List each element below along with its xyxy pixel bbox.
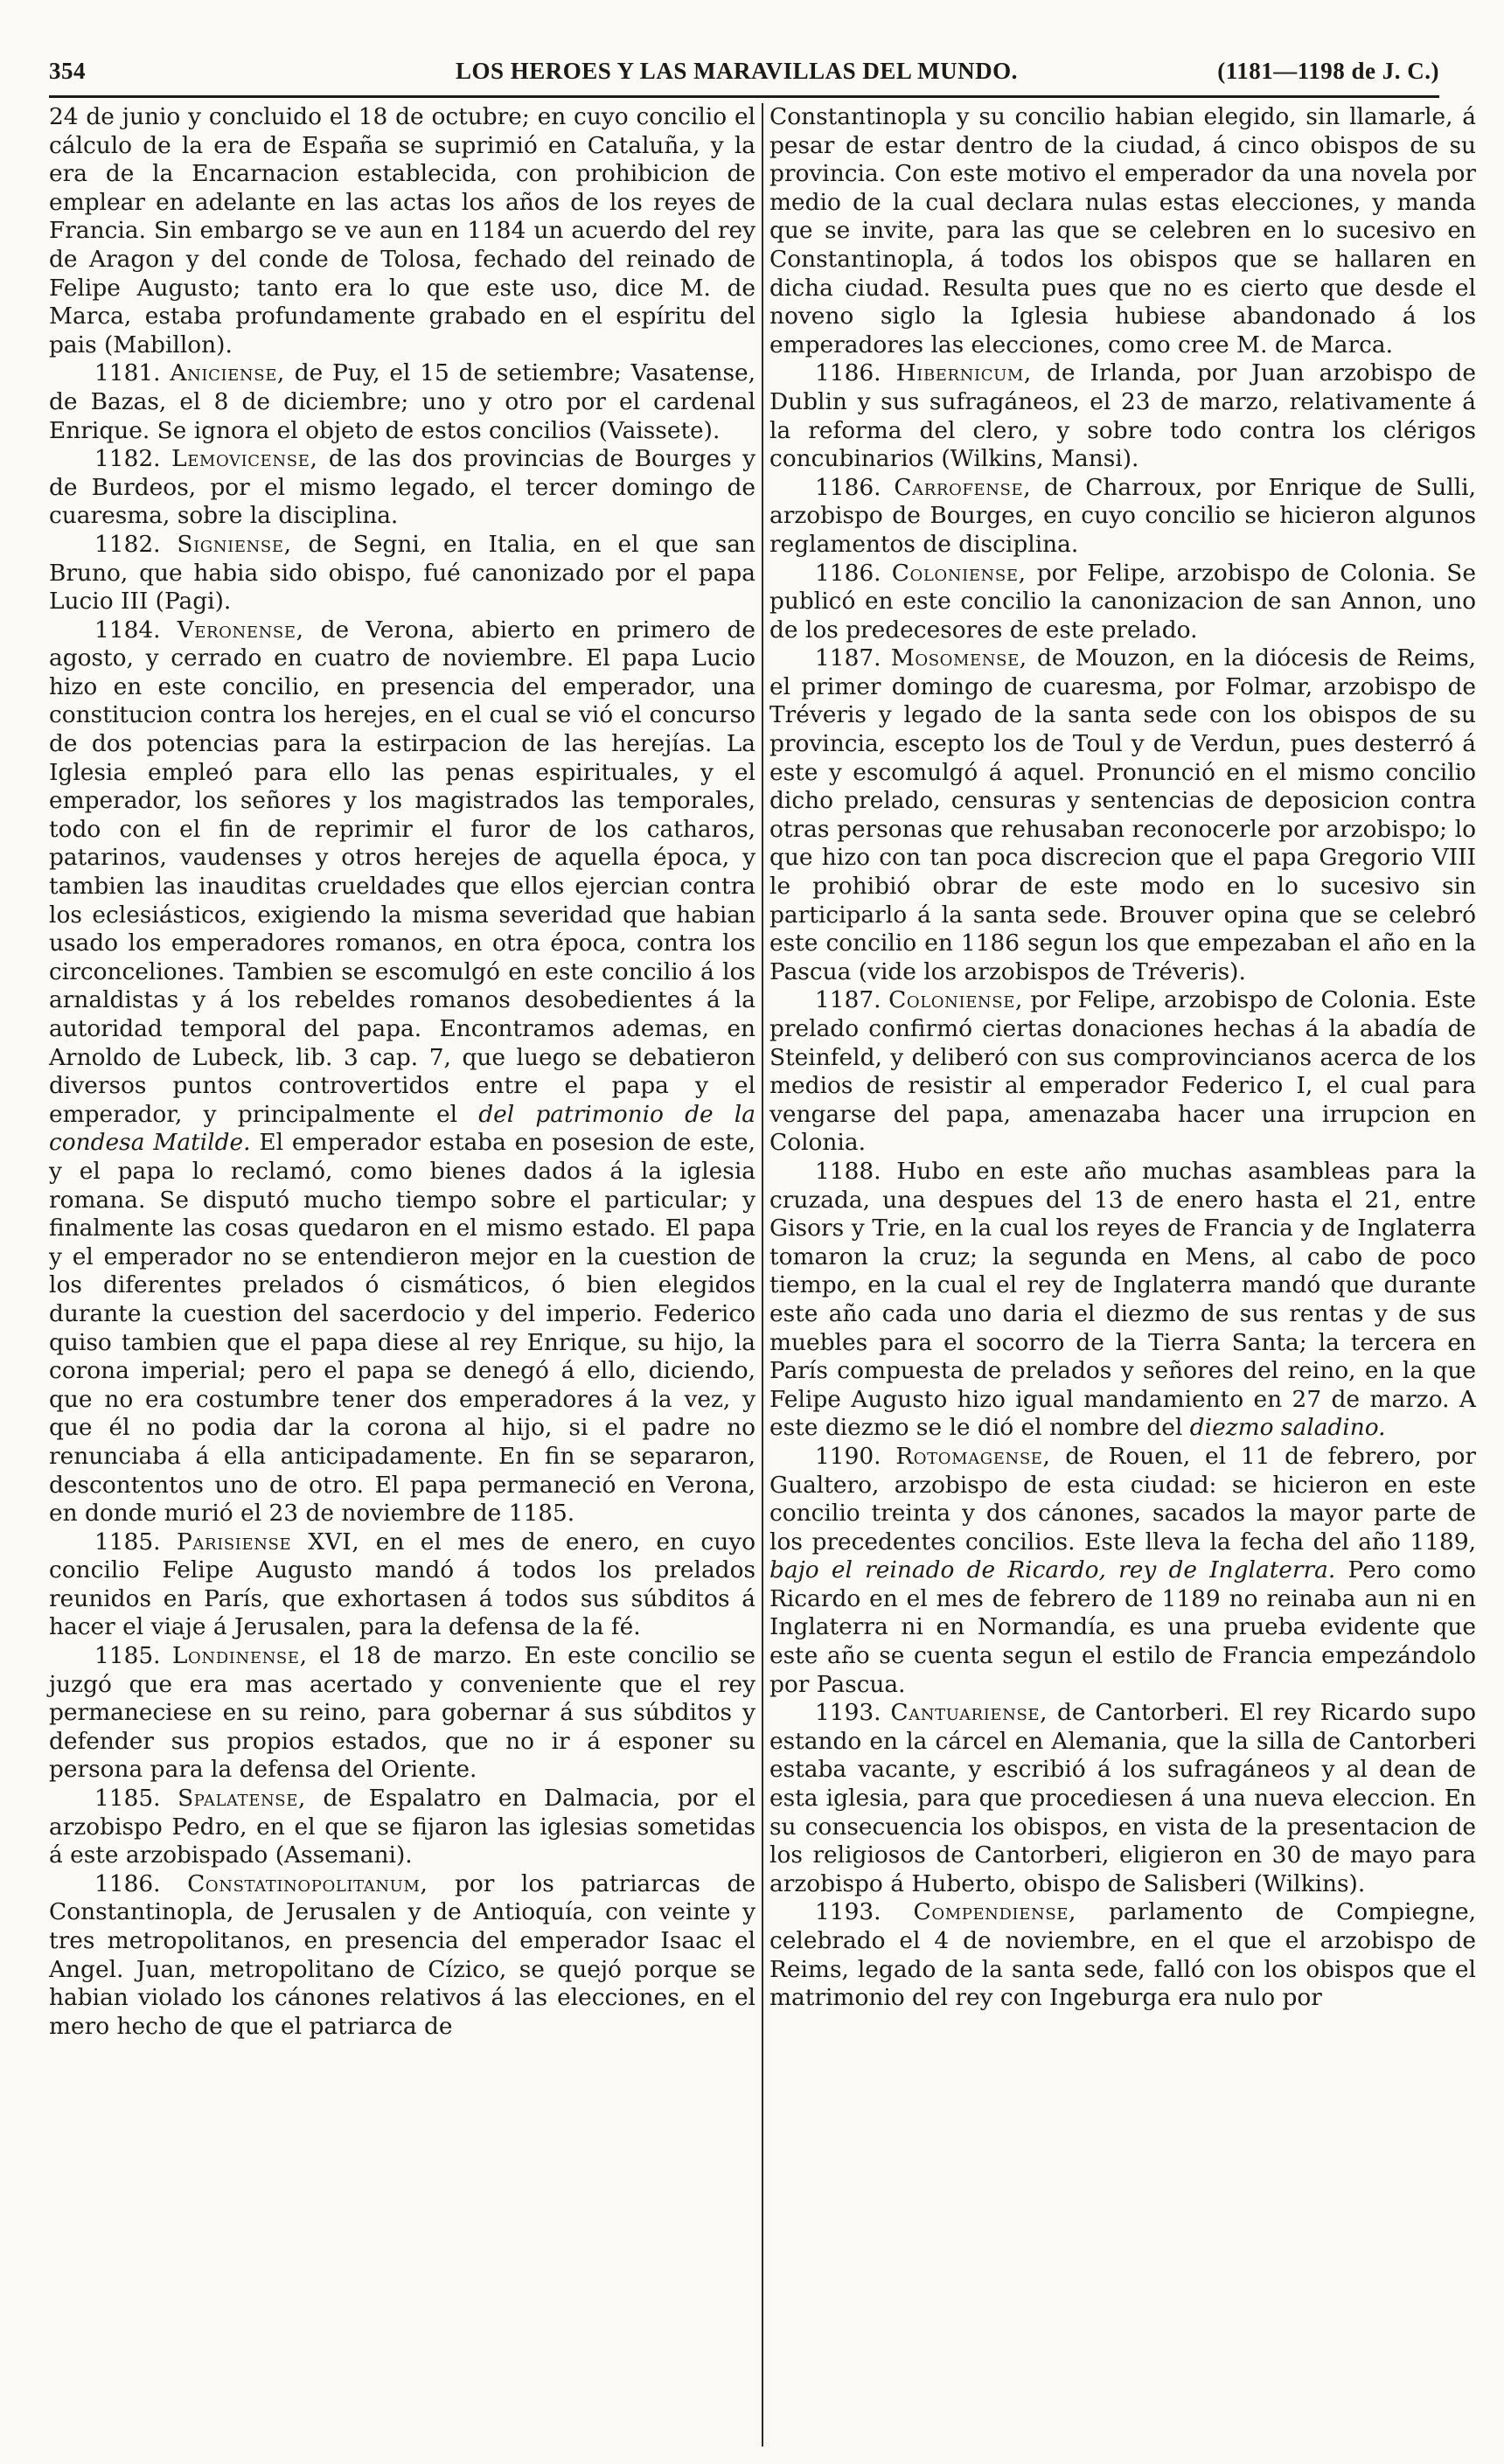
page-header [49, 54, 1439, 94]
council-entry [49, 1642, 755, 1785]
entry-year: 1186. [815, 473, 881, 501]
council-entry [49, 1785, 755, 1870]
entry-year: 1182. [94, 530, 161, 558]
entry-text: por los patriarcas de Constantinopla, de Jerusalen y de Antioquía, con veinte y tres metropolitanos, en presencia del emperador Isaac el Angel. Juan, metropolitano de Cízico, se quejó porque se habian violado los cánones relativos á las elecciones, en el mero hecho de que el patriarca de [49, 1869, 755, 2040]
entry-text: de Irlanda, por Juan arzobispo de Dublin y sus sufragáneos, el 23 de marzo, relativamente á la reforma del clero, y sobre todo contra los clérigos concubinarios (Wilkins, Mansi). [769, 359, 1476, 473]
entry-year: 1182. [94, 445, 161, 473]
entry-text: por Felipe, arzobispo de Colonia. Se publicó en este concilio la canonizacion de san Annon, uno de los predecesores de este prelado. [769, 559, 1477, 644]
date-range: (1181—1198 de J. C.) [1217, 58, 1439, 84]
entry-year: 1186. [815, 559, 881, 587]
right-column [769, 103, 1476, 2013]
italic-phrase: del patrimonio de la condesa Matilde. [49, 1100, 755, 1157]
council-entry [769, 644, 1476, 986]
entry-text: de Cantorberi. El rey Ricardo supo estando en la cárcel en Alemania, que la silla de Cantorberi estaba vacante, y escribió á los sufragáneos y al dean de esta iglesia, para que procediesen á una nueva eleccion. En su consecuencia los obispos, en vista de la presentacion de los religiosos de Cantorberi, eligieron en 30 de mayo para arzobispo á Huberto, obispo de Salisberi (Wilkins). [769, 1699, 1476, 1897]
council-name: Signiense, [177, 530, 292, 558]
entry-text: Constantinopla y su concilio habian elegido, sin llamarle, á pesar de estar dentro de la ciudad, á cinco obispos de su provincia. Con este motivo el emperador da una novela por medio de la cual declara nulas estas elecciones, y manda que se invite, para las que se celebren en lo sucesivo en Constantinopla, á todos los obispos que se hallaren en dicha ciudad. Resulta pues que no es cierto que desde el noveno siglo la Iglesia hubiese abandonado á los emperadores las elecciones, como cree M. de Marca. [769, 103, 1476, 358]
council-name: Rotomagense, [895, 1442, 1051, 1470]
entry-text: el 18 de marzo. En este concilio se juzgó que era mas acertado y conveniente que el rey permaneciese en su reino, para gobernar á sus súbditos y defender sus propios estados, que no ir á esponer su persona para la defensa del Oriente. [49, 1642, 755, 1784]
entry-text: de Charroux, por Enrique de Sulli, arzobispo de Bourges, en cuyo concilio se hicieron algunos reglamentos de disciplina. [769, 473, 1476, 558]
entry-text: de Verona, abierto en primero de agosto, y cerrado en cuatro de noviembre. El papa Lucio hizo en este concilio, en presencia del emperador, una constitucion contra los herejes, en el cual se vió el concurso de dos potencias para la estirpacion de las herejías. La Iglesia empleó para ello las penas espirituales, y el emperador, los señores y los magistrados las temporales, todo con el fin de reprimir el furor de los catharos, patarinos, vaudenses y otros herejes de aquella época, y tambien las inauditas crueldades que ellos ejercian contra los eclesiásticos, exigiendo la misma severidad que habian usado los emperadores romanos, en otra época, contra los circonceliones. Tambien se escomulgó en este concilio á los arnaldistas y á los rebeldes romanos desobedientes á la autoridad temporal del papa. Encontramos ademas, en Arnoldo de Lubeck, lib. 3 cap. 7, que luego se debatieron diversos puntos controvertidos entre el papa y el emperador, y principalmente el [49, 616, 756, 1128]
council-entry [769, 474, 1476, 560]
page-number: 354 [49, 58, 86, 84]
council-entry [769, 560, 1476, 645]
entry-year: 1185. [94, 1785, 161, 1813]
entry-text: de Puy, el 15 de setiembre; Vasatense, de Bazas, el 8 de diciembre; uno y otro por el cardenal Enrique. Se ignora el objeto de estos concilios (Vaissete). [49, 359, 756, 444]
entry-year: 1184. [94, 616, 161, 644]
continued-paragraph [49, 103, 755, 359]
entry-year: 1181. [94, 359, 161, 387]
italic-phrase: diezmo saladino. [1189, 1414, 1386, 1442]
entry-text: de Mouzon, en la diócesis de Reims, el primer domingo de cuaresma, por Folmar, arzobispo de Tréveris y legado de la santa sede con los obispos de su provincia, escepto los de Toul y de Verdun, pues desterró á este y escomulgó á aquel. Pronunció en el mismo concilio dicho prelado, censuras y sentencias de deposicion contra otras personas que rehusaban reconocerle por arzobispo; lo que hizo con tan poca discrecion que el papa Gregorio VIII le prohibió obrar de este modo en lo sucesivo sin participarlo á la santa sede. Brouver opina que se celebró este concilio en 1186 segun los que empezaban el año en la Pascua (vide los arzobispos de Tréveris). [769, 644, 1476, 985]
council-entry [49, 531, 755, 616]
entry-text: de las dos provincias de Bourges y de Burdeos, por el mismo legado, el tercer domingo de cuaresma, sobre la disciplina. [49, 445, 756, 530]
continued-paragraph [769, 103, 1476, 359]
council-name: Carrofense, [894, 473, 1032, 501]
council-entry [769, 1158, 1476, 1443]
council-name: Hibernicum, [895, 359, 1032, 387]
council-name: Constatinopolitanum, [187, 1869, 428, 1897]
entry-year: 1185. [94, 1642, 161, 1670]
council-entry [769, 1443, 1476, 1699]
council-name: Compendiense, [913, 1898, 1077, 1926]
entry-text: por Felipe, arzobispo de Colonia. Este prelado confirmó ciertas donaciones hechas á la abadía de Steinfeld, y deliberó con sus comprovincianos acerca de los medios de resistir al emperador Federico I, el cual para vengarse del papa, amenazaba hacer una irrupcion en Colonia. [769, 986, 1476, 1157]
council-name: Mosomense, [890, 644, 1027, 672]
council-entry [769, 359, 1476, 473]
entry-text: en el mes de enero, en cuyo concilio Felipe Augusto mandó á todos los prelados reunidos en París, que exhortasen á todos sus súbditos á hacer el viaje á Jerusalen, para la defensa de la fé. [49, 1528, 755, 1641]
entry-text-tail: El emperador estaba en posesion de este, y el papa lo reclamó, como bienes dados á la iglesia romana. Se disputó mucho tiempo sobre el particular; y finalmente las cosas quedaron en el mismo estado. El papa y el emperador no se entendieron mejor en la cuestion de los diferentes prelados ó cismáticos, ó bien elegidos durante la cuestion del sacerdocio y del imperio. Federico quiso tambien que el papa diese al rey Enrique, su hijo, la corona imperial; pero el papa se denegó á ello, diciendo, que no era costumbre tener dos emperadores á la vez, y que él no podia dar la corona al hijo, si el padre no renunciaba á ella anticipadamente. En fin se separaron, descontentos uno de otro. El papa permaneció en Verona, en donde murió el 23 de noviembre de 1185. [49, 1129, 755, 1528]
council-entry [49, 1870, 755, 2042]
council-name: Veronense, [177, 616, 304, 644]
entry-year: 1193. [815, 1699, 881, 1727]
entry-year: 1187. [815, 644, 881, 672]
council-entry [49, 359, 755, 445]
council-entry [49, 616, 755, 1528]
left-column [49, 103, 755, 2041]
entry-year: 1185. [94, 1528, 161, 1556]
entry-year: 1188. [815, 1157, 881, 1185]
running-title: LOS HEROES Y LAS MARAVILLAS DEL MUNDO. [456, 58, 1018, 84]
council-entry [769, 986, 1476, 1158]
council-entry [49, 1528, 755, 1642]
entry-year: 1187. [815, 986, 881, 1014]
council-name: Lemovicense, [171, 445, 318, 473]
council-entry [49, 445, 755, 531]
entry-text: 24 de junio y concluido el 18 de octubre; en cuyo concilio el cálculo de la era de España se suprimió en Cataluña, y la era de la Encarnacion establecida, con prohibicion de emplear en adelante en las actas los años de los reyes de Francia. Sin embargo se ve aun en 1184 un acuerdo del rey de Aragon y del conde de Tolosa, fechado del reinado de Felipe Augusto; tanto era lo que este uso, dice M. de Marca, estaba profundamente grabado en el espíritu del pais (Mabillon). [49, 103, 755, 358]
council-name: Coloniense, [888, 986, 1023, 1014]
council-name: Spalatense, [178, 1785, 306, 1813]
council-name: Cantuariense, [890, 1699, 1048, 1727]
entry-year: 1186. [94, 1869, 161, 1897]
council-entry [769, 1699, 1476, 1898]
entry-text: de Rouen, el 11 de febrero, por Gualtero, arzobispo de esta ciudad: se hicieron en este concilio treinta y dos cánones, sacados la mayor parte de los precedentes concilios. Este lleva la fecha del año 1189, [769, 1442, 1477, 1556]
entry-text: Hubo en este año muchas asambleas para la cruzada, una despues del 13 de enero hasta el 21, entre Gisors y Trie, en la cual los reyes de Francia y de Inglaterra tomaron la cruz; la segunda en Mens, al cabo de poco tiempo, en la cual el rey de Inglaterra mandó que durante este año cada uno daria el diezmo de sus rentas y de sus muebles para el socorro de la Tierra Santa; la tercera en París compuesta de prelados y señores del reino, en la que Felipe Augusto hizo igual mandamiento en 27 de marzo. A este diezmo se le dió el nombre del [769, 1157, 1477, 1442]
italic-phrase: bajo el reinado de Ricardo, rey de Inglaterra. [769, 1556, 1336, 1584]
council-name: Parisiense XVI, [177, 1528, 360, 1556]
column-divider [762, 103, 763, 2447]
council-name: Londinense, [171, 1642, 308, 1670]
header-rule [49, 95, 1439, 98]
council-name: Aniciense, [170, 359, 285, 387]
entry-text: parlamento de Compiegne, celebrado el 4 de noviembre, en el que el arzobispo de Reims, legado de la santa sede, falló con los obispos que el matrimonio del rey con Ingeburga era nulo por [769, 1898, 1476, 2012]
entry-year: 1193. [815, 1898, 881, 1926]
entry-text-tail: Pero como Ricardo en el mes de febrero de 1189 no reinaba aun ni en Inglaterra ni en Normandía, es una prueba evidente que este año se cuenta segun el estilo de Francia empezándolo por Pascua. [769, 1556, 1476, 1698]
council-name: Coloniense, [891, 559, 1027, 587]
entry-text: de Segni, en Italia, en el que san Bruno, que habia sido obispo, fué canonizado por el papa Lucio III (Pagi). [49, 530, 755, 616]
entry-year: 1190. [815, 1442, 881, 1470]
entry-text: de Espalatro en Dalmacia, por el arzobispo Pedro, en el que se fijaron las iglesias sometidas á este arzobispado (Assemani). [49, 1785, 755, 1869]
entry-year: 1186. [815, 359, 881, 387]
council-entry [769, 1898, 1476, 2012]
